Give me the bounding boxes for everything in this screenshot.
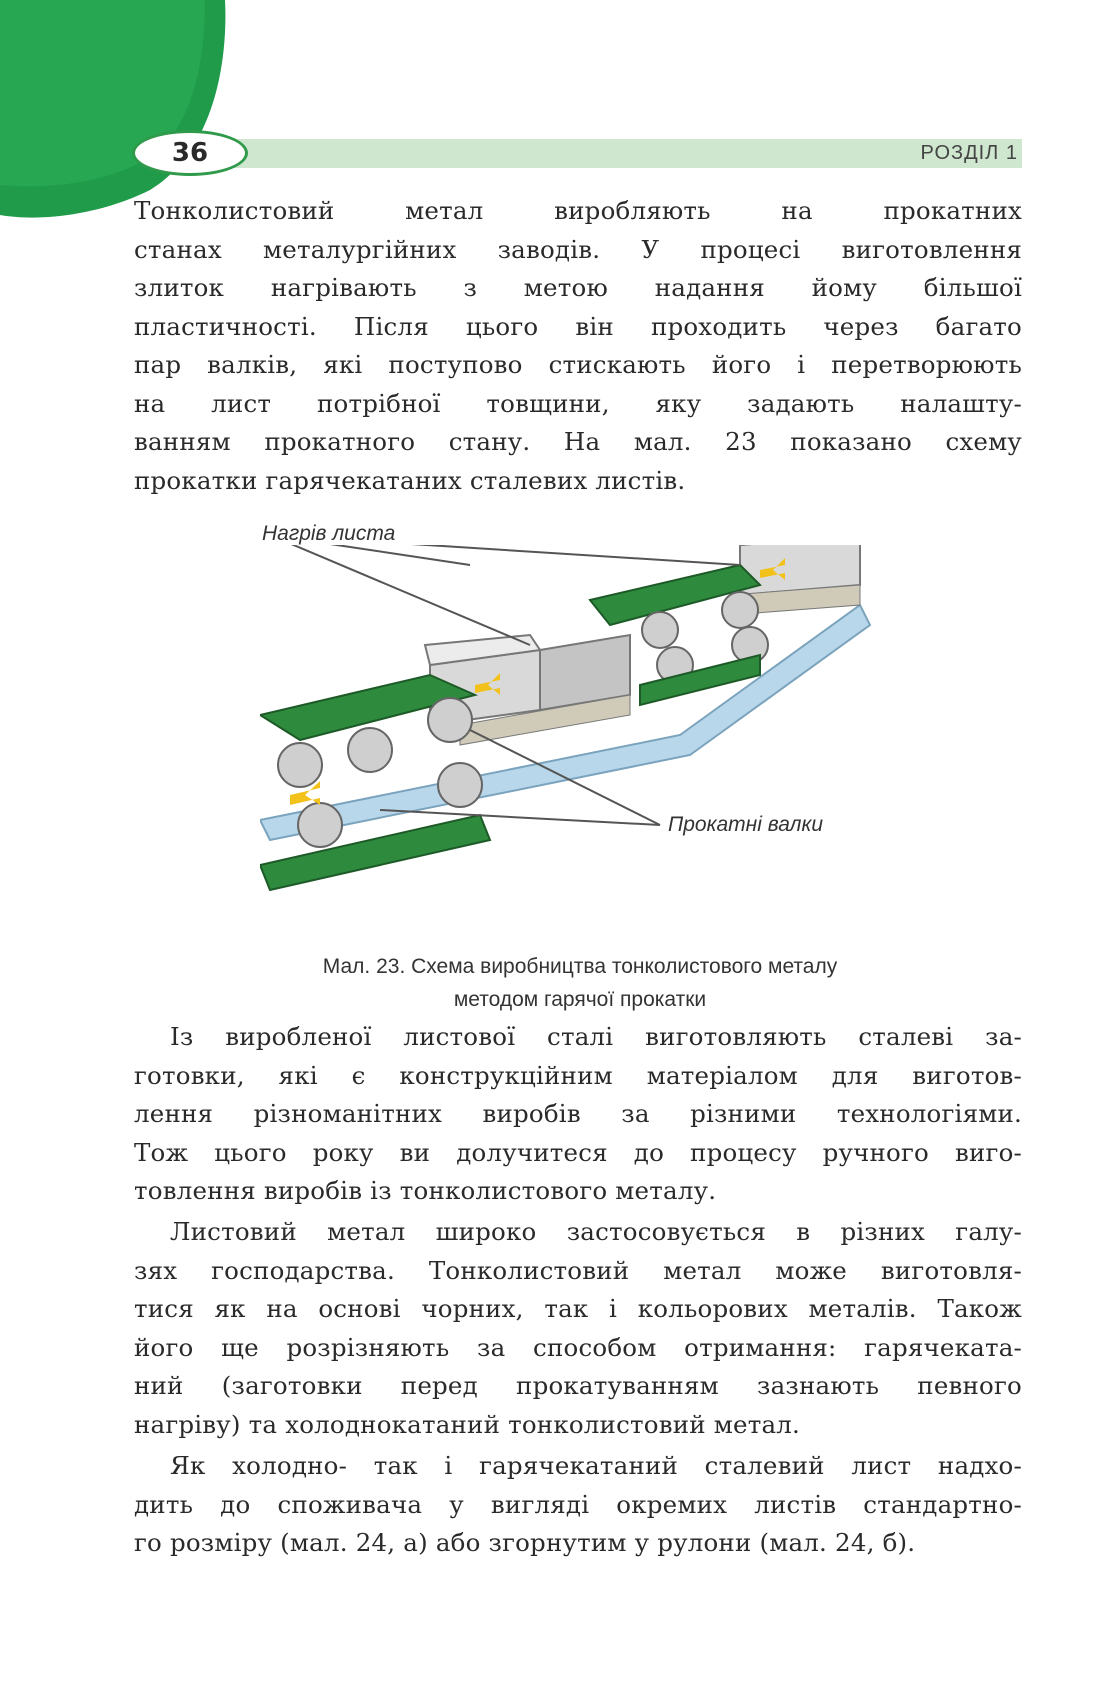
text-line: готовки, які є конструкційним матеріалом для виготов- <box>134 1060 1022 1090</box>
text-line: товлення виробів із тонколистового металу. <box>134 1176 717 1205</box>
paragraph-3 <box>134 1213 1022 1444</box>
text-line: злиток нагрівають з метою надання йому більшої <box>134 273 1022 302</box>
text-line: прокатки гарячекатаних сталевих листів. <box>134 465 686 495</box>
text-line: Із виробленої листової сталі виготовляють сталеві за- <box>170 1022 1022 1051</box>
text-line: його ще розрізняють за способом отримання: гарячеката- <box>134 1332 1022 1362</box>
text-line: пластичності. Після цього він проходить через багато <box>134 311 1022 341</box>
label-heating: Нагрів листа <box>262 522 396 545</box>
section-title: РОЗДІЛ 1 <box>920 142 1018 164</box>
text-line: Як холодно- так і гарячекатаний сталевий лист надхо- <box>170 1451 1022 1480</box>
text-line: го розміру (мал. 24, а) або згорнутим у рулони (мал. 24, б). <box>134 1528 916 1557</box>
rolling-mill-illustration <box>260 545 940 925</box>
text-line: ванням прокатного стану. На мал. 23 показано схему <box>134 427 1022 456</box>
header-band <box>180 139 1022 168</box>
paragraph-1 <box>134 192 1022 500</box>
text-line: дить до споживача у вигляді окремих листів стандартно- <box>134 1489 1022 1519</box>
text-line: зях господарства. Тонколистовий метал може виготовля- <box>134 1255 1022 1285</box>
text-line: Тонколистовий метал виробляють на прокатних <box>134 196 1022 225</box>
text-line: Листовий метал широко застосовується в різних галу- <box>170 1217 1022 1246</box>
caption-line: методом гарячої прокатки <box>453 988 707 1011</box>
caption-line: Мал. 23. Схема виробництва тонколистового металу <box>322 955 838 978</box>
text-line: ний (заготовки перед прокатуванням зазнають певного <box>134 1371 1022 1400</box>
text-line: лення різноманітних виробів за різними технологіями. <box>134 1099 1022 1128</box>
text-line: нагріву) та холоднокатаний тонколистовий метал. <box>134 1409 801 1439</box>
page-number: 36 <box>132 130 248 176</box>
text-line: станах металургійних заводів. У процесі виготовлення <box>134 234 1022 264</box>
corner-decoration <box>0 0 240 220</box>
paragraph-2 <box>134 1018 1022 1211</box>
text-line: на лист потрібної товщини, яку задають налашту- <box>134 388 1022 418</box>
figure-caption <box>150 950 1010 1016</box>
text-line: Тож цього року ви долучитеся до процесу ручного виго- <box>134 1137 1022 1167</box>
label-rollers: Прокатні валки <box>668 813 824 836</box>
text-line: тися як на основі чорних, так і кольорових металів. Також <box>134 1294 1022 1323</box>
paragraph-4 <box>134 1447 1022 1563</box>
text-line: пар валків, які поступово стискають його і перетворюють <box>134 350 1022 379</box>
